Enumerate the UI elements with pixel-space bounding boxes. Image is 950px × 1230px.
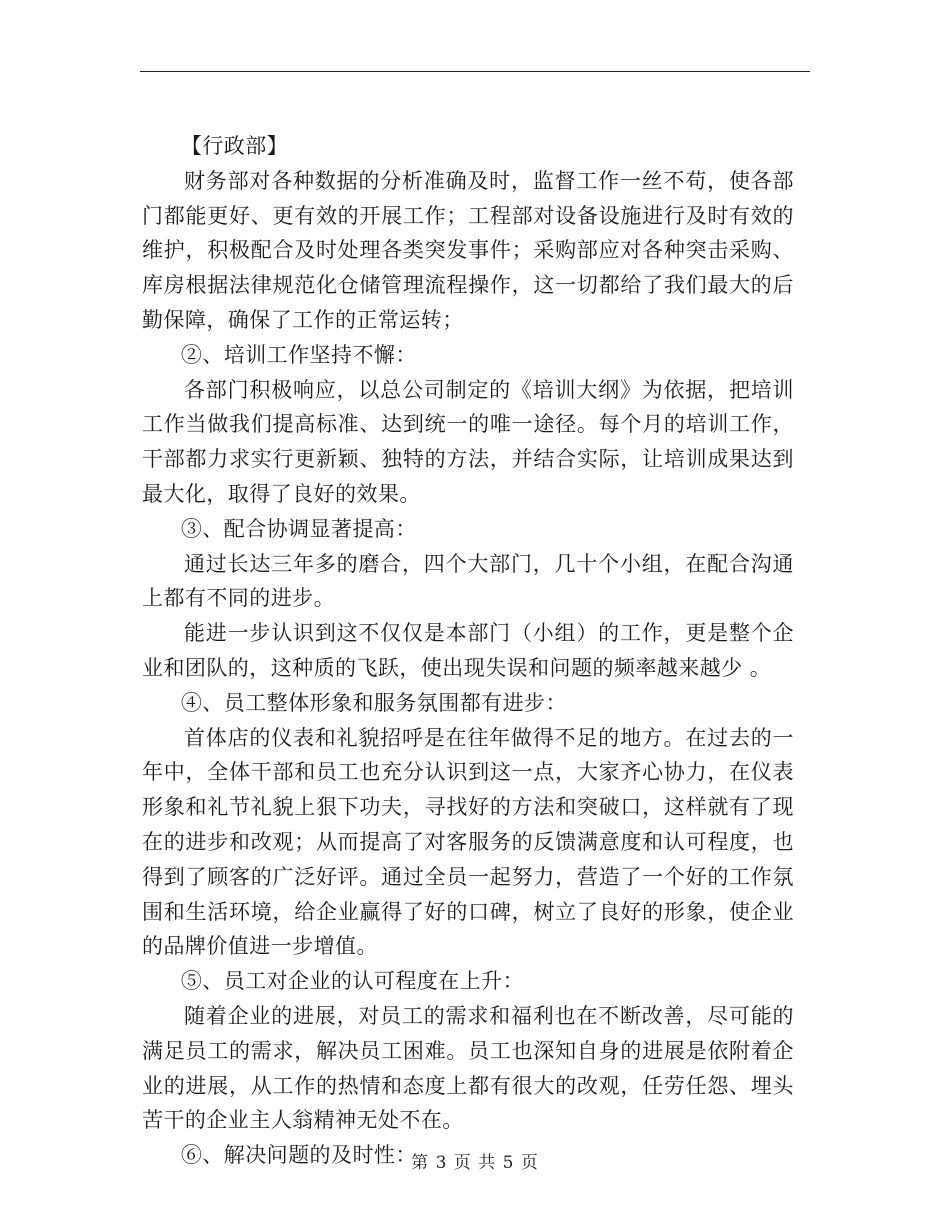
- section-heading: ⑥、解决问题的及时性：: [180, 1143, 417, 1168]
- document-body: [142, 129, 794, 1173]
- section-heading: 【行政部】: [180, 134, 289, 158]
- body-paragraph: 能进一步认识到这不仅仅是本部门（小组）的工作，更是整个企业和团队的，这种质的飞跃，使出现失误和问题的频率越来越少 。: [142, 621, 794, 680]
- body-paragraph: 随着企业的进展，对员工的需求和福利也在不断改善，尽可能的满足员工的需求，解决员工困难。员工也深知自身的进展是依附着企业的进展，从工作的热情和态度上都有很大的改观，任劳任怨、埋头苦干的企业主人翁精神无处不在。: [142, 1003, 794, 1133]
- body-paragraph: 财务部对各种数据的分析准确及时，监督工作一丝不苟，使各部门都能更好、更有效的开展工作；工程部对设备设施进行及时有效的维护，积极配合及时处理各类突发事件；采购部应对各种突击采购、库房根据法律规范化仓储管理流程操作，这一切都给了我们最大的后勤保障，确保了工作的正常运转；: [142, 168, 794, 332]
- section-heading: ⑤、员工对企业的认可程度在上升：: [180, 969, 525, 994]
- body-paragraph: 各部门积极响应，以总公司制定的《培训大纲》为依据，把培训工作当做我们提高标准、达到统一的唯一途径。每个月的培训工作，干部都力求实行更新颖、独特的方法，并结合实际，让培训成果达到最大化，取得了良好的效果。: [142, 377, 794, 506]
- section-heading: ②、培训工作坚持不懈：: [180, 342, 417, 367]
- section-heading: ③、配合协调显著提高：: [180, 516, 417, 541]
- section-heading: ④、员工整体形象和服务氛围都有进步：: [180, 690, 567, 715]
- body-paragraph: 通过长达三年多的磨合，四个大部门，几十个小组，在配合沟通上都有不同的进步。: [142, 551, 794, 611]
- header-rule: [140, 71, 810, 72]
- body-paragraph: 首体店的仪表和礼貌招呼是在往年做得不足的地方。在过去的一年中，全体干部和员工也充分认识到这一点，大家齐心协力，在仪表形象和礼节礼貌上狠下功夫，寻找好的方法和突破口，这样就有了现在的进步和改观；从而提高了对客服务的反馈满意度和认可程度，也得到了顾客的广泛好评。通过全员一起努力，营造了一个好的工作氛围和生活环境，给企业赢得了好的口碑，树立了良好的形象，使企业的品牌价值进一步增值。: [142, 725, 794, 959]
- page-number-footer: 第 3 页 共 5 页: [411, 1153, 539, 1173]
